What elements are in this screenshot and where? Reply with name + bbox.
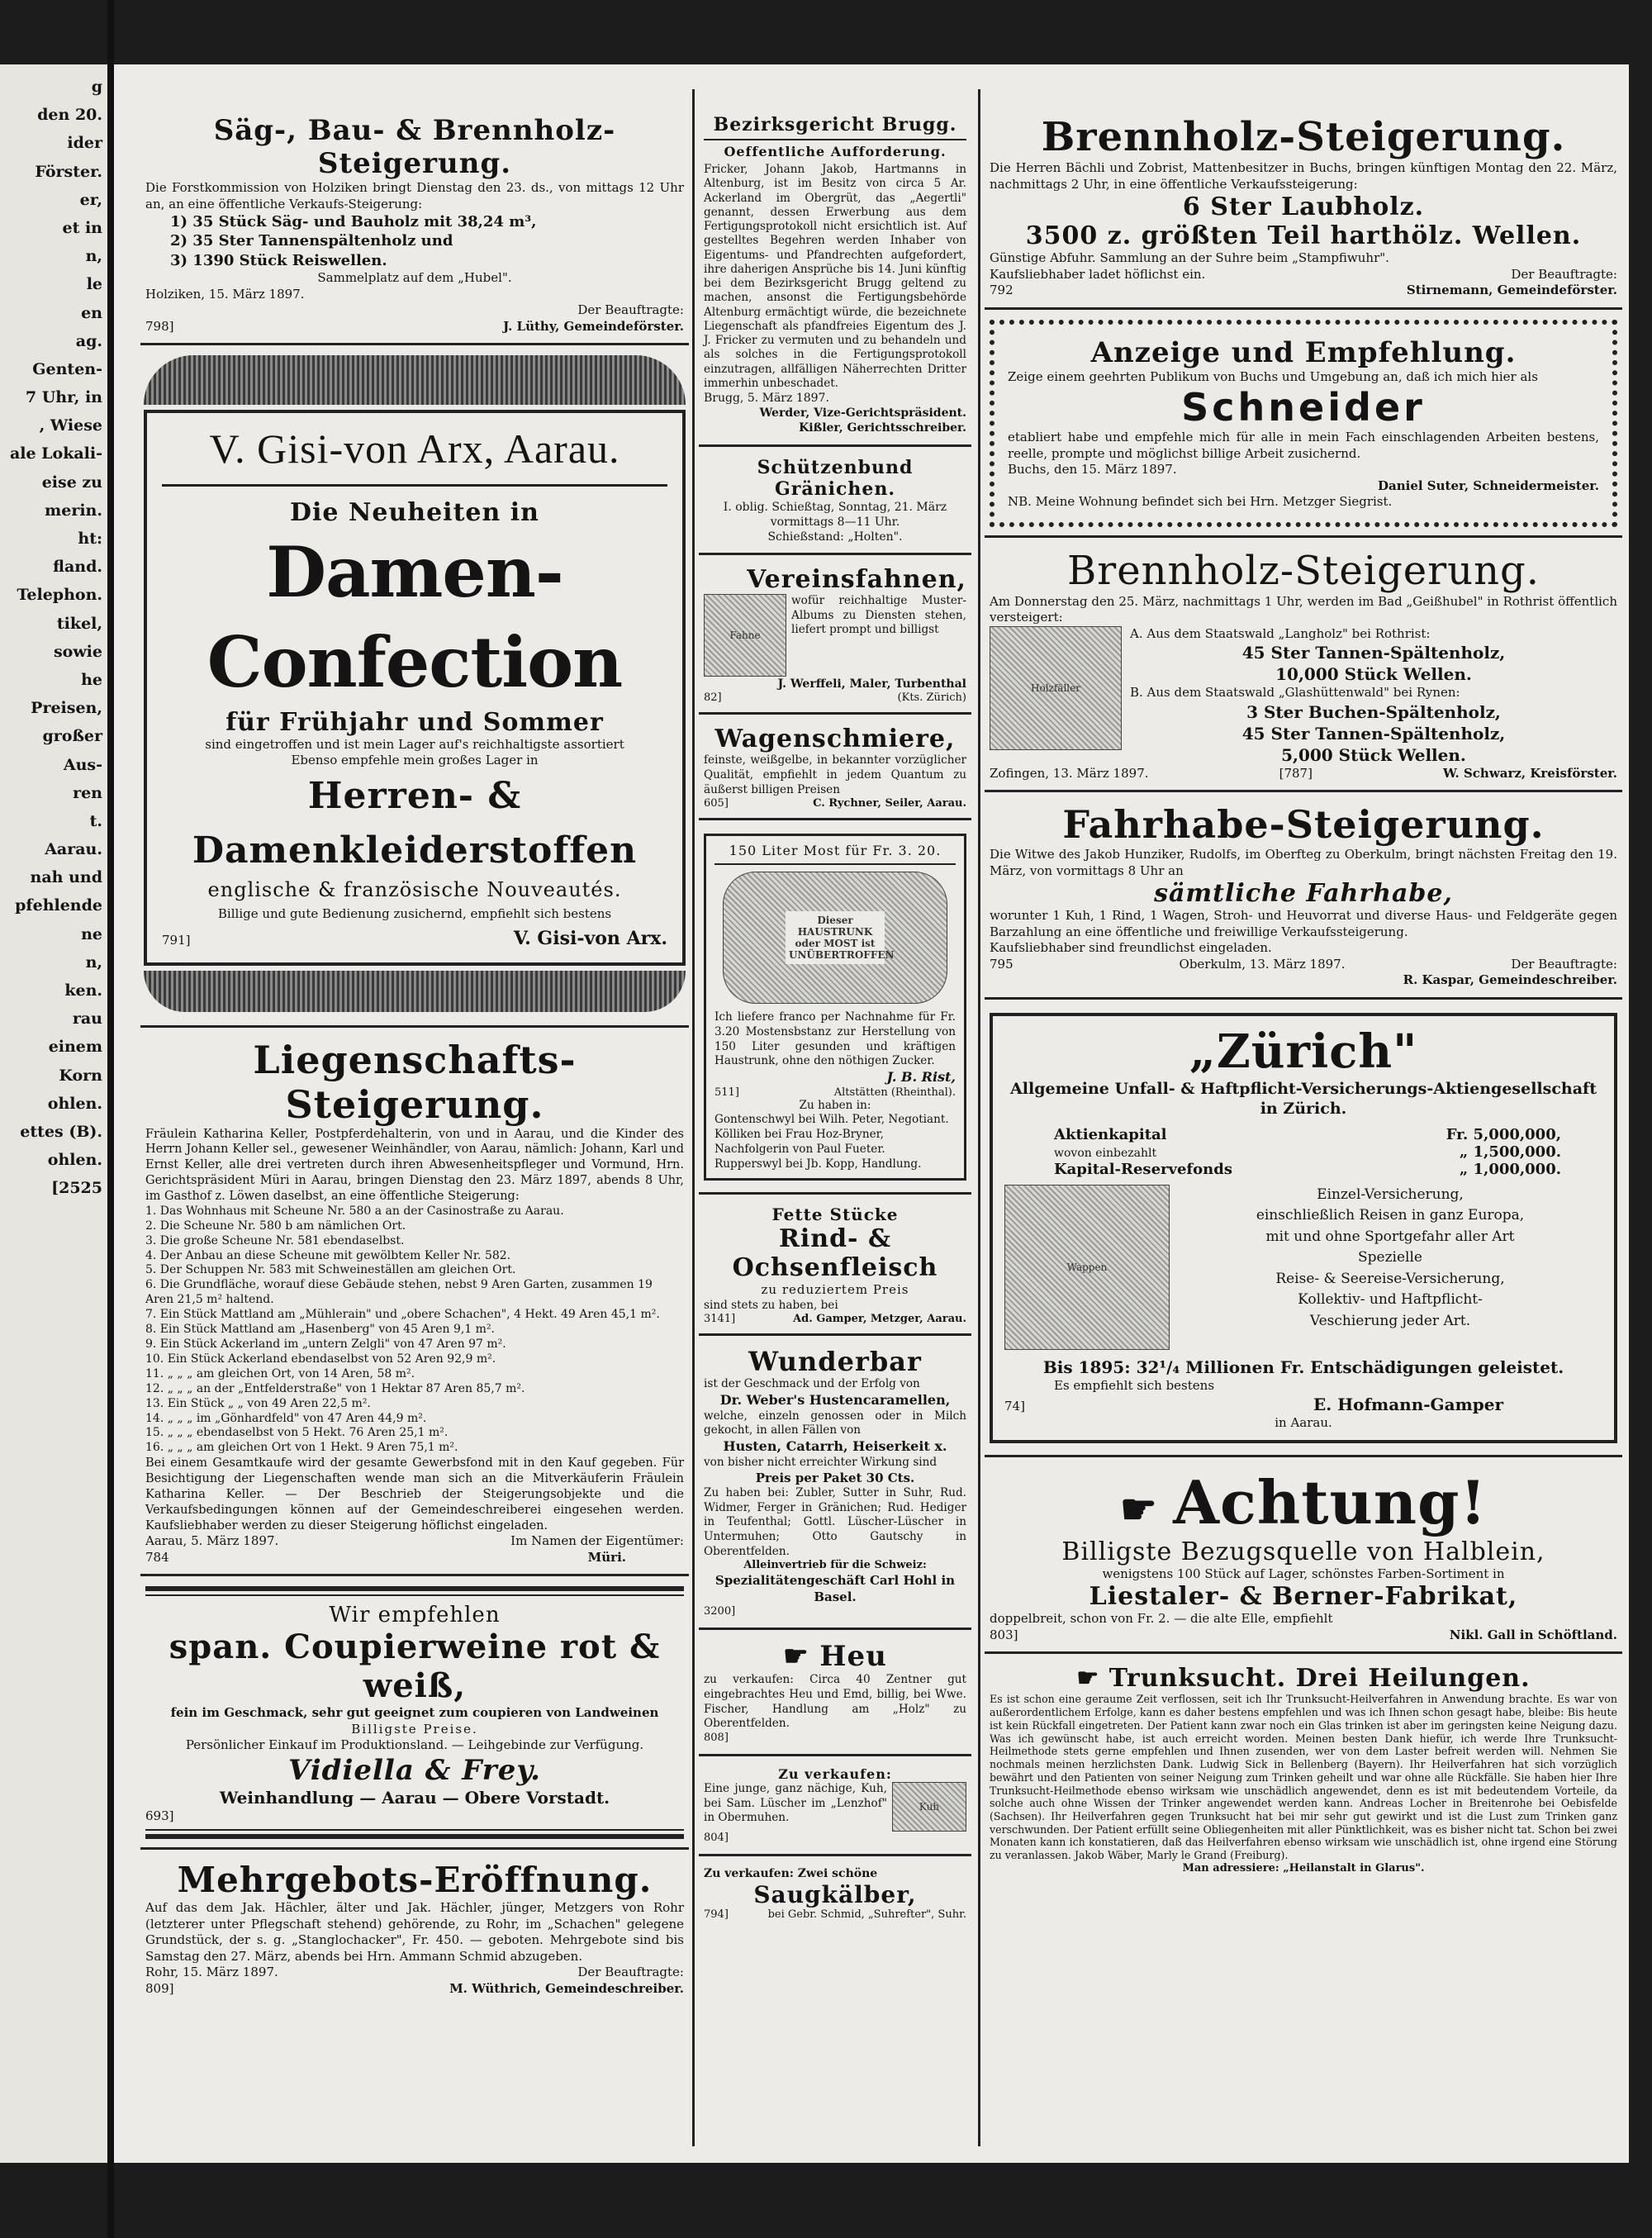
ad-text: Kaufsliebhaber ladet höflichst ein. [990,266,1206,282]
ad-text: Es empfiehlt sich bestens [1054,1377,1215,1393]
ad-number: 803] [990,1627,1018,1642]
signer: W. Schwarz, Kreisförster. [1443,765,1617,781]
capital-label: wovon einbezahlt [1054,1146,1157,1160]
strip-line: er, [79,190,102,209]
ad-title: Saugkälber, [753,1880,917,1908]
ad-number: [787] [1279,765,1313,781]
ad-subtitle: sämtliche Fahrhabe, [1154,879,1453,908]
strip-line: fland. [53,558,102,577]
page-gutter [107,0,114,2238]
item: 45 Ster Tannen-Spältenholz, [1241,643,1506,663]
strip-line: ohlen. [47,1094,102,1113]
item: 6 Ster Laubholz. [1182,192,1425,221]
ad-text: Ich liefere franco per Nachnahme für Fr. 3.20 Mostensbstanz zur Herstellung von 150 Liter gesunden und kräftigen Haustrunk, ohne den nöthigen Zucker. [714,1010,956,1068]
woodcutter-illustration [990,626,1122,750]
flag-illustration [704,594,786,677]
ad-zuerich-versicherung [985,1000,1622,1457]
decorative-rule [145,1586,684,1596]
strip-line: ren [73,783,102,802]
ad-number: 809] [145,1980,174,1996]
strip-line: nah und [30,868,102,887]
ad-title-text: Trunksucht. Drei Heilungen. [1108,1664,1531,1694]
firm-address: Weinhandlung — Aarau — Obere Vorstadt. [219,1787,610,1808]
ad-coupierweine [140,1576,689,1850]
place-date: Oberkulm, 13. März 1897. [1179,956,1346,972]
strip-line: pfehlende [15,896,102,915]
signer: Ad. Gamper, Metzger, Aarau. [793,1313,966,1326]
list-item: Gontenschwyl bei Wilh. Peter, Negotiant. [714,1113,949,1127]
capital-value: „ 1,500,000. [1459,1143,1561,1161]
list-item: mit und ohne Sportgefahr aller Art [1265,1228,1515,1245]
place-date: Aarau, 5. März 1897. [145,1533,279,1549]
decorative-band [144,971,686,1012]
strip-line: rau [72,1010,102,1029]
ad-text: Zu haben bei: Zubler, Sutter in Suhr, Rud. Widmer, Ferger in Gränichen; Rud. Hediger in Teufenthal; Gottl. Lüscher-Lüscher in Untermuhen; Otto Gautschy in Oberentfelden. [704,1486,966,1558]
list-item: 2. Die Scheune Nr. 580 b am nämlichen Ort. [145,1219,406,1233]
item: 10,000 Stück Wellen. [1275,664,1472,684]
agent-place: in Aarau. [1275,1415,1332,1431]
signer: Werder, Vize-Gerichtspräsident. [759,406,966,421]
ad-fahrhabe [985,792,1622,1000]
ad-season: für Frühjahr und Sommer [225,707,604,737]
ad-text: feinste, weißgelbe, in bekannter vorzüglicher Qualität, empfiehlt in jedem Quantum zu äußerst billigen Preisen [704,753,966,796]
ad-title [704,1640,966,1673]
ad-address: Man adressiere: „Heilanstalt in Glarus". [1182,1861,1425,1875]
strip-line: n, [85,953,102,972]
ad-text: Zu haben in: [799,1098,871,1112]
product-name: Dr. Weber's Hustencaramellen, [719,1392,951,1409]
signer: Nikl. Gall in Schöftland. [1449,1627,1617,1642]
ad-achtung [985,1457,1622,1655]
ailments: Husten, Catarrh, Heiserkeit x. [723,1438,947,1455]
capital-value: „ 1,000,000. [1459,1160,1561,1178]
strip-line: Telephon. [17,586,102,605]
ad-pretitle: Wir empfehlen [329,1603,501,1628]
signer-role: Der Beauftragte: [577,302,684,318]
strip-line: großer Aus- [42,727,102,774]
ad-liegenschafts-steigerung [140,1028,689,1577]
trade: Schneider [1181,385,1426,430]
list-item: 2) 35 Ster Tannenspältenholz und [170,232,453,250]
ad-number: 82] [704,691,722,705]
ad-number: 795 [990,956,1014,972]
ad-gisi-confection [140,345,689,1027]
ad-text: Die Herren Bächli und Zobrist, Mattenbesitzer in Buchs, bringen künftigen Montag den 22. März, nachmittags 2 Uhr, in eine öffentliche Verkaufssteigerung: [990,160,1617,192]
strip-line: ht: [78,530,102,548]
ad-title: 150 Liter Most für Fr. 3. 20. [714,843,956,865]
ad-text: Ebenso empfehle mein großes Lager in [291,753,539,768]
ad-wagenschmiere [699,715,971,820]
pointing-hand-icon: ☛ [1076,1664,1109,1694]
list-item: Kölliken bei Frau Hoz-Bryner, Nachfolgerin von Paul Fueter. [714,1128,885,1156]
firm-name: Spezialitätengeschäft Carl Hohl in Basel. [714,1573,956,1604]
ad-text: Fräulein Katharina Keller, Postpferdehalterin, von und in Aarau, und die Kinder des Herrn Johann Keller sel., gewesener Weinhändler, von Aarau, nämlich: Johann, Karl und Ernst Keller, alle drei vertreten durch ihren Abwesenheitspfleger und Vormund, Hrn. Gerichtspräsident Müri in Aarau, bringen Dienstag den 23. März 1897, abends 8 Uhr, im Gasthof z. Löwen daselbst, an eine öffentliche Steigerung: [145,1127,684,1204]
ad-text: Fricker, Johann Jakob, Hartmanns in Altenburg, ist im Besitz von circa 5 Ar. Ackerland im Obergrüt, das „Aegertli" genannt, dessen Erwerbung aus dem Fertigungsprotokoll nicht ersichtlich ist. Auf gestelltes Begehren werden Inhaber von Eigentums- und Pfandrechten aufgefordert, ihre daherigen Ansprüche bis 14. Juni künftig bei dem Bezirksgericht Brugg geltend zu machen, ansonst die Fertigungsbehörde Altenburg ermächtigt würde, die bezeichnete Liegenschaft als pfandfreies Eigentum des J. J. Fricker zu vermuten und zu behandeln und als solches in die Fertigungsprotokoll einzutragen, allfälligen Näherrechten Dritter immerhin unbeschadet. [704,163,966,390]
signer: R. Kaspar, Gemeindeschreiber. [1403,972,1617,987]
signer: Stirnemann, Gemeindeförster. [1406,283,1617,297]
ad-text: sind eingetroffen und ist mein Lager auf's reichhaltigste assortiert [205,736,624,752]
decorative-rule [145,1829,684,1839]
capital-label: Kapital-Reservefonds [1054,1160,1232,1178]
list-item: 4. Der Anbau an diese Scheune mit gewölbtem Keller Nr. 582. [145,1248,511,1262]
ad-title: Schützenbund Gränichen. [757,456,914,500]
illustration-label: Holzfäller [1031,682,1080,694]
nota-bene: NB. Meine Wohnung befindet sich bei Hrn. Metzger Siegrist. [1008,494,1393,509]
strip-line: he [81,670,102,689]
ad-text: I. oblig. Schießtag, Sonntag, 21. März [723,500,947,514]
firm-name: Vidiella & Frey. [287,1753,542,1787]
adjacent-page-strip [0,64,107,2163]
capital-value: Fr. 5,000,000, [1446,1125,1561,1143]
signer-role: Der Beauftragte: [1511,956,1617,972]
list-item: Spezielle [1358,1249,1422,1266]
ad-number: 511] [714,1086,739,1099]
adjacent-page-text [0,64,107,1211]
ad-headline-2: Herren- & Damenkleiderstoffen [192,774,638,872]
insurance-list [1178,1185,1602,1350]
decorative-band [144,355,686,405]
list-item: 1) 35 Stück Säg- und Bauholz mit 38,24 m³, [170,213,537,230]
ad-number: 605] [704,797,729,810]
ad-title: Vereinsfahnen, [747,565,966,595]
list-item: 5. Der Schuppen Nr. 583 mit Schweineställen am gleichen Ort. [145,1263,516,1277]
ad-title: Liegenschafts-Steigerung. [253,1037,577,1127]
newspaper-page [114,64,1629,2163]
firm-name: Liestaler- & Berner-Fabrikat, [1089,1582,1518,1612]
pointing-hand-icon: ☛ [1119,1484,1174,1533]
ad-text: Die Forstkommission von Holziken bringt Dienstag den 23. ds., von mittags 12 Uhr an, an eine öffentliche Verkaufs-Steigerung: [145,180,684,211]
ad-nouveautes: englische & französische Nouveautés. [207,877,622,901]
ad-number: 808] [704,1731,729,1744]
signer: Müri. [587,1549,626,1565]
ad-number: 791] [162,933,191,948]
ad-title: Anzeige und Empfehlung. [1090,335,1517,369]
section-b: B. Aus dem Staatswald „Glashüttenwald" bei Rynen: [1130,685,1460,700]
ad-subtitle: zu reduziertem Preis [761,1282,909,1298]
ad-number: 794] [704,1908,729,1921]
ad-frame [704,834,966,1181]
barrel-illustration [723,872,947,1004]
strip-line: le [86,275,102,294]
ad-title: Bezirksgericht Brugg. [704,114,966,140]
signer: C. Rychner, Seiler, Aarau. [813,797,966,810]
ad-title: Säg-, Bau- & Brennholz-Steigerung. [213,114,616,180]
signer: Daniel Suter, Schneidermeister. [1378,478,1599,493]
strip-line: ne [81,924,102,943]
ad-title [990,1467,1617,1537]
strip-line: , Wiese [39,416,102,435]
ad-text: doppelbreit, schon von Fr. 2. — die alte Elle, empfiehlt [990,1611,1333,1627]
ad-pretitle: Fette Stücke [771,1205,899,1225]
strip-line: den 20. [37,106,102,125]
ad-saugkaelber [699,1856,971,1929]
list-item: 6. Die Grundfläche, worauf diese Gebäude stehen, nebst 9 Aren Garten, zusammen 19 Aren 21,5 m² haltend. [145,1278,653,1307]
strip-line: tikel, sowie [53,614,102,661]
signer: J. Werffeli, Maler, Turbenthal [777,677,966,691]
signer: M. Wüthrich, Gemeindeschreiber. [449,1980,684,1996]
ad-most [699,820,971,1195]
ad-title: span. Coupierweine rot & weiß, [169,1627,661,1706]
strip-line: ider [67,134,102,153]
ornamental-border [990,320,1617,527]
illustration-label: Fahne [729,630,761,642]
ad-text: worunter 1 Kuh, 1 Rind, 1 Wagen, Stroh- und Heuvorrat und diverse Haus- und Feldgeräte gegen Barzahlung an eine öffentliche und freiwillige Verkaufssteigerung. [990,908,1617,939]
ad-text: Billigste Preise. [351,1721,478,1737]
list-item: Rupperswyl bei Jb. Kopp, Handlung. [714,1157,922,1171]
lion-crest-illustration [1004,1185,1170,1350]
ad-text: Billige und gute Bedienung zusichernd, empfiehlt sich bestens [217,905,612,921]
list-item: Reise- & Seereise-Versicherung, [1275,1270,1505,1287]
ad-text: zu verkaufen: Circa 40 Zentner gut eingebrachtes Heu und Emd, billig, bei Wwe. Fischer, Handlung am „Holz" zu Oberentfelden. [704,1673,966,1731]
ad-subtitle: Oeffentliche Aufforderung. [724,144,947,159]
ad-title: Brennholz-Steigerung. [1041,114,1566,160]
ad-wunderbar [699,1336,971,1630]
item: 5,000 Stück Wellen. [1281,744,1466,765]
ad-text: Kaufsliebhaber sind freundlichst eingeladen. [990,940,1272,955]
place-date: Buchs, den 15. März 1897. [1008,462,1177,477]
ad-title: Brennholz-Steigerung. [1067,547,1540,594]
claims-paid: Bis 1895: 32¹/₄ Millionen Fr. Entschädigungen geleistet. [1042,1357,1564,1377]
ad-frame [144,410,686,965]
ad-text: sind stets zu haben, bei [704,1298,838,1312]
item-list [145,1205,684,1456]
signer: J. B. Rist, [886,1069,956,1086]
ad-text: Am Donnerstag den 25. März, nachmittags 1 Uhr, werden im Bad „Geißhubel" in Rothrist öffentlich versteigert: [990,593,1617,625]
ad-text: Eine junge, ganz nächige, Kuh, bei Sam. Lüscher im „Lenzhof" in Obermuhen. [704,1781,887,1825]
ad-number: 74] [1004,1399,1025,1414]
ad-title: Zu verkaufen: [778,1765,892,1782]
signer-role: Der Beauftragte: [577,1965,684,1980]
ad-text: wofür reichhaltige Muster-Albums zu Diensten stehen, liefert prompt und billigst [791,594,966,637]
list-item: 8. Ein Stück Mattland am „Hasenberg" von 45 Aren 9,1 m². [145,1323,496,1337]
ad-number: 3141] [704,1313,736,1326]
item: 3 Ster Buchen-Spältenholz, [1246,701,1501,722]
column-middle [692,64,978,2163]
ad-text: fein im Geschmack, sehr gut geeignet zum coupieren von Landweinen [170,1705,659,1721]
signer-role: Im Namen der Eigentümer: [510,1533,684,1549]
ad-number: 804] [704,1831,729,1844]
list-item: 9. Ein Stück Ackerland im „untern Zelgli" von 47 Aren 97 m². [145,1338,506,1352]
strip-line: et in [62,218,102,237]
pointing-hand-icon: ☛ [783,1640,820,1674]
signer: J. Lüthy, Gemeindeförster. [503,318,684,334]
strip-line: Genten- [32,359,102,378]
strip-line: n, [85,247,102,266]
ad-schuetzenbund [699,447,971,556]
signer-place: Altstätten (Rheinthal). [833,1086,956,1099]
ad-text: Günstige Abfuhr. Sammlung an der Suhre beim „Stampfiwuhr". [990,250,1389,265]
strip-line: Förster. [35,162,102,181]
list-item: 14. „ „ „ im „Gönhardfeld" von 47 Aren 44,9 m². [145,1411,427,1425]
strip-line: eise zu [41,473,102,492]
strip-line: 7 Uhr, in [25,388,102,407]
list-item: 15. „ „ „ ebendaselbst von 5 Hekt. 76 Aren 25,1 m². [145,1426,449,1440]
ad-text: Persönlicher Einkauf im Produktionsland. — Leihgebinde zur Verfügung. [185,1737,644,1753]
list-item: Einzel-Versicherung, [1317,1186,1464,1203]
ad-text: Bei einem Gesamtkaufe wird der gesamte Gewerbsfond mit in den Kauf gegeben. Für Besichtigung der Liegenschaften wende man sich an die Mitverkäuferin Fräulein Katharina Keller. — Der Beschrieb der Steigerungsobjekte und die Verkaufsbedingungen können auf der Gemeindeschreiberei eingesehen werden. Kaufsliebhaber werden zu dieser Steigerung höflichst eingeladen. [145,1456,684,1532]
signer: V. Gisi-von Arx. [513,928,667,950]
list-item: 7. Ein Stück Mattland am „Mühlerain" und „obere Schachen", 4 Hekt. 49 Aren 45,1 m². [145,1308,660,1322]
ad-title-text: Achtung! [1173,1466,1488,1537]
ad-subtitle: Allgemeine Unfall- & Haftpflicht-Versicherungs-Aktiengesellschaft in Zürich. [1010,1079,1597,1119]
price: Preis per Paket 30 Cts. [755,1470,915,1485]
ad-text: wenigstens 100 Stück auf Lager, schönstes Farben-Sortiment in [1102,1566,1505,1581]
ad-number: 3200] [704,1605,736,1618]
column-right [978,64,1629,2163]
ad-brennholz-rothrist [985,538,1622,793]
list-item: 11. „ „ „ am gleichen Ort, von 14 Aren, 58 m². [145,1366,415,1380]
ad-text: etabliert habe und empfehle mich für alle in mein Fach einschlagenden Arbeiten bestens, reelle, prompte und möglichst billige Arbeit zusichernd. [1008,430,1599,461]
ad-kuh [699,1756,971,1856]
strip-line: g [91,78,102,96]
ad-number: 693] [145,1808,174,1823]
list-item: 10. Ein Stück Ackerland ebendaselbst von 52 Aren 92,9 m². [145,1352,496,1366]
ad-title: Mehrgebots-Eröffnung. [177,1860,653,1901]
ad-fleisch [699,1195,971,1336]
ad-bezirksgericht [699,64,971,447]
ad-title: „Zürich" [1189,1024,1418,1079]
strip-line: merin. [45,501,102,520]
list-item: 12. „ „ „ an der „Entfelderstraße" von 1 Hektar 87 Aren 85,7 m². [145,1381,525,1395]
ad-title: Fahrhabe-Steigerung. [1062,802,1545,847]
list-item: 16. „ „ „ am gleichen Ort von 1 Hekt. 9 Aren 75,1 m². [145,1441,458,1455]
ad-title-text: Heu [819,1640,887,1674]
ad-text: welche, einzeln genossen oder in Milch gekocht, in allen Fällen von [704,1409,966,1437]
ad-title: Wagenschmiere, [714,725,956,754]
ad-text: Alleinvertrieb für die Schweiz: [743,1559,927,1572]
ad-number: 792 [990,283,1014,297]
ad-headline: Damen-Confection [206,531,623,704]
ad-title: Wunderbar [748,1346,922,1378]
ad-text: Es ist schon eine geraume Zeit verflossen, seit ich Ihr Trunksucht-Heilverfahren in Anwendung brachte. Es war von außerordentlichem Erfolge, kann es daher bestens empfehlen und was ich Ihnen schon gesagt habe, bleibe: Bis heute ist kein Rückfall eingetreten. Der Patient kann zwar noch ein Glas trinken ist aber im geringsten keine Neigung dazu. Was ich gewünscht habe, ist auch erreicht worden. Meinen besten Dank hiefür, ich werde Ihre Trunksucht-Heilmethode stets gerne empfehlen und Ihnen zusenden, wer von dem Laster befreit werden will. Nehmen Sie nochmals meinen herzlichsten Dank. Ludwig Sick in Bellenberg (Bayern). Ihr Heilverfahren hat sich vorzüglich bewährt und den Patienten von seiner Neigung zum Trinken geheilt und war ohne alle Rückfälle. Sie haben hier Ihre Trunksucht-Heilmethode ebenso wirksam wie unschädlich angewendet, denn es ist mit bedeutendem Vorteile, da solche auch ohne Wissen der Trinker angewendet werden kann. Andreas Locher in Breitenrohe bei Oebisfelde (Sachsen). Ihr Heilverfahren gegen Trunksucht hat bei mir sehr gut gewirkt und ist die Lust zum Trinken ganz verschwunden. Der Patient erfüllt seine Obliegenheiten mit aller Pünktlichkeit, was es bisher nicht tat. Schon bei zwei Monaten kann ich konstatieren, daß das Heilverfahren ebenso wirksam wie unschädlich ist, ohne irgend eine Störung zu veranlassen. Jakob Wäber, Marly le Grand (Freiburg). [990,1693,1617,1862]
ad-text: Sammelplatz auf dem „Hubel". [317,270,512,286]
strip-line: einem Korn [48,1038,102,1085]
ad-heu [699,1630,971,1756]
list-item: Kollektiv- und Haftpflicht- [1298,1291,1483,1309]
capital-label: Aktienkapital [1054,1125,1167,1143]
illustration-label: Kuh [919,1800,940,1813]
ad-number: 798] [145,318,174,334]
ad-mehrgebots [140,1850,689,2005]
strip-line: en [81,303,102,322]
list-item: 1. Das Wohnhaus mit Scheune Nr. 580 a an der Casinostraße zu Aarau. [145,1204,564,1218]
ad-text: Zeige einem geehrten Publikum von Buchs und Umgebung an, daß ich mich hier als [1008,368,1538,384]
list-item: 13. Ein Stück „ „ von 49 Aren 22,5 m². [145,1396,371,1410]
list-item: einschließlich Reisen in ganz Europa, [1256,1207,1525,1224]
strip-line: ken. [64,981,102,1000]
list-item: 3. Die große Scheune Nr. 581 ebendaselbst. [145,1233,405,1247]
ad-text: von bisher nicht erreichter Wirkung sind [704,1455,938,1469]
item-list [145,212,684,270]
cow-illustration [892,1782,966,1832]
strip-line: ettes (B). [20,1122,102,1141]
list-item: 3) 1390 Stück Reiswellen. [170,251,387,269]
ad-text: Auf das dem Jak. Hächler, älter und Jak. Hächler, jünger, Metzgers von Rohr (letzterer unter Pflegschaft stehend) gehörende, zu Rohr, im „Schachen" gelegene Grundstück, der s. g. „Stanglochacker", Fr. 450. — geboten. Mehrgebote sind bis Samstag den 27. März, abends bei Hrn. Ammann Schmid abzugeben. [145,1900,684,1964]
strip-line: ag. [75,331,102,350]
firm-name: V. Gisi-von Arx, Aarau. [162,425,667,487]
place-date: Rohr, 15. März 1897. [145,1965,278,1980]
dealer-list [714,1113,956,1171]
strip-line: [2525 [51,1179,102,1198]
strip-line: Preisen, [31,699,102,718]
ad-title: Rind- & Ochsenfleisch [732,1224,938,1283]
agent: E. Hofmann-Gamper [1313,1395,1503,1415]
ad-text: Zu verkaufen: Zwei schöne [704,1866,878,1880]
strip-line: ale Lokali- [9,444,102,463]
item: 45 Ster Tannen-Spältenholz, [1241,723,1506,744]
ad-vereinsfahnen [699,555,971,715]
ad-text: Schießstand: „Holten". [767,530,903,544]
strip-line: ohlen. [47,1151,102,1170]
signer: Kißler, Gerichtsschreiber. [799,421,966,435]
strip-line: Aarau. [45,840,102,859]
ad-brennholz-buchs [985,64,1622,310]
ad-number: 784 [145,1549,169,1565]
signer-role: Der Beauftragte: [1511,266,1617,282]
signer: bei Gebr. Schmid, „Suhrefter", Suhr. [767,1908,966,1921]
ad-text: ist der Geschmack und der Erfolg von [704,1377,920,1391]
ad-schneider [985,310,1622,538]
ad-subtitle: Die Neuheiten in [290,498,539,528]
ad-frame [990,1013,1617,1443]
column-left [134,64,695,2163]
ad-title [990,1664,1617,1693]
ad-text: Die Witwe des Jakob Hunziker, Rudolfs, im Oberfteg zu Oberkulm, bringt nächsten Freitag den 19. März, von vormittags 8 Uhr an [990,847,1617,878]
place-date: Holziken, 15. März 1897. [145,286,305,302]
ad-subtitle: Billigste Bezugsquelle von Halblein, [1061,1537,1545,1566]
list-item: Veschierung jeder Art. [1309,1312,1471,1329]
illustration-label: Wappen [1066,1261,1108,1273]
ad-saeg-steigerung [140,64,689,345]
place-date: Brugg, 5. März 1897. [704,392,829,405]
ad-trunksucht [985,1654,1622,1884]
section-a: A. Aus dem Staatswald „Langholz" bei Rothrist: [1130,625,1431,641]
illustration-label: Dieser HAUSTRUNK oder MOST ist UNÜBERTROFFEN [786,911,885,964]
signer-place: (Kts. Zürich) [897,691,966,705]
ad-text: vormittags 8—11 Uhr. [770,515,900,529]
place-date: Zofingen, 13. März 1897. [990,765,1149,781]
strip-line: t. [89,811,102,830]
item: 3500 z. größten Teil harthölz. Wellen. [1025,221,1582,250]
